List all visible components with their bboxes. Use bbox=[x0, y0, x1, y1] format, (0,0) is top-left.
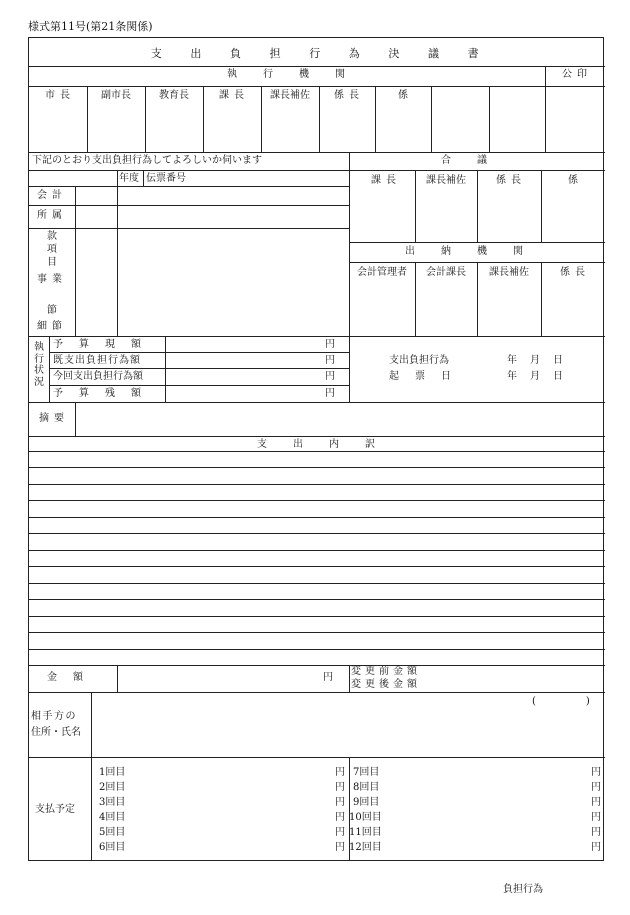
summary-label: 摘要 bbox=[39, 413, 69, 424]
partner-label-line2: 住所・氏名 bbox=[31, 727, 81, 738]
payment-11-yen: 円 bbox=[591, 827, 601, 838]
form-number: 様式第11号(第21条関係) bbox=[28, 20, 153, 33]
payment-4: 4回目 bbox=[99, 812, 126, 823]
payment-7: 7回目 bbox=[353, 767, 380, 778]
consult-subsection-chief: 係長 bbox=[496, 175, 526, 186]
payment-3: 3回目 bbox=[99, 797, 126, 808]
form-title: 支出負担行為決議書 bbox=[150, 47, 508, 60]
item-kou-label: 項 bbox=[47, 244, 57, 255]
amount-yen: 円 bbox=[323, 672, 333, 683]
payment-11: 11回目 bbox=[349, 827, 382, 838]
payment-6: 6回目 bbox=[99, 842, 126, 853]
payment-10-yen: 円 bbox=[591, 812, 601, 823]
payment-2: 2回目 bbox=[99, 782, 126, 793]
accounting-label: 会計 bbox=[37, 190, 67, 201]
payment-8: 8回目 bbox=[353, 782, 380, 793]
consult-section-chief: 課長 bbox=[371, 175, 401, 186]
approver-subsection-chief: 係長 bbox=[334, 90, 364, 101]
payment-6-yen: 円 bbox=[335, 842, 345, 853]
expenditure-resolution-form bbox=[28, 37, 604, 861]
consult-staff: 係 bbox=[568, 175, 578, 186]
payment-5: 5回目 bbox=[99, 827, 126, 838]
amount-before-change-label: 変更前金額 bbox=[351, 666, 421, 677]
item-setsu-label: 節 bbox=[47, 305, 57, 316]
approver-deputy-mayor: 副市長 bbox=[101, 90, 131, 101]
department-label: 所属 bbox=[37, 210, 67, 221]
payment-schedule-label: 支払予定 bbox=[35, 804, 75, 815]
amount-after-change-label: 変更後金額 bbox=[351, 679, 421, 690]
fiscal-year-label: 年度 bbox=[119, 173, 139, 184]
treasury-subsection-chief: 係長 bbox=[560, 267, 590, 278]
treasury-label: 出納機関 bbox=[405, 246, 549, 257]
payment-2-yen: 円 bbox=[335, 782, 345, 793]
payment-12-yen: 円 bbox=[591, 842, 601, 853]
payment-8-yen: 円 bbox=[591, 782, 601, 793]
commitment-date-format: 年 月 日 bbox=[507, 355, 565, 366]
commitment-date-label: 支出負担行為 bbox=[389, 355, 449, 366]
approver-staff: 係 bbox=[398, 90, 408, 101]
budget-current-label: 予算現額 bbox=[53, 339, 157, 350]
partner-label-line1: 相手方の bbox=[31, 711, 77, 722]
request-text: 下記のとおり支出負担行為してよろしいか伺います bbox=[32, 155, 262, 166]
payment-5-yen: 円 bbox=[335, 827, 345, 838]
drafting-date-label: 起票日 bbox=[389, 371, 467, 382]
payment-4-yen: 円 bbox=[335, 812, 345, 823]
treasury-manager: 会計管理者 bbox=[357, 267, 407, 278]
amount-label: 金額 bbox=[47, 672, 99, 683]
budget-remaining-yen: 円 bbox=[325, 388, 335, 399]
payment-3-yen: 円 bbox=[335, 797, 345, 808]
breakdown-title: 支出内訳 bbox=[257, 439, 401, 450]
approver-section-chief: 課長 bbox=[219, 90, 249, 101]
approver-superintendent: 教育長 bbox=[159, 90, 189, 101]
drafting-date-format: 年 月 日 bbox=[507, 371, 565, 382]
payment-9-yen: 円 bbox=[591, 797, 601, 808]
official-seal-label: 公印 bbox=[562, 69, 592, 80]
payment-7-yen: 円 bbox=[591, 767, 601, 778]
approver-assistant-chief: 課長補佐 bbox=[270, 90, 310, 101]
execution-status-label: 執 行 状 況 bbox=[34, 342, 44, 388]
exec-org-label: 執行機関 bbox=[227, 69, 371, 80]
treasury-accounting-chief: 会計課長 bbox=[426, 267, 466, 278]
approver-mayor: 市長 bbox=[45, 90, 75, 101]
budget-remaining-label: 予算残額 bbox=[53, 388, 157, 399]
treasury-assistant-chief: 課長補佐 bbox=[489, 267, 529, 278]
consult-assistant-chief: 課長補佐 bbox=[426, 175, 466, 186]
budget-this-time-yen: 円 bbox=[325, 371, 335, 382]
item-moku-label: 目 bbox=[47, 257, 57, 268]
payment-9: 9回目 bbox=[353, 797, 380, 808]
slip-number-label: 伝票番号 bbox=[146, 173, 186, 184]
item-project-label: 事業 bbox=[37, 274, 67, 285]
payment-10: 10回目 bbox=[349, 812, 382, 823]
item-saisetsu-label: 細節 bbox=[37, 321, 67, 332]
item-kan-label: 款 bbox=[47, 231, 57, 242]
footer-text: 負担行為 bbox=[503, 884, 543, 895]
partner-parenthesis: ( ) bbox=[532, 696, 590, 707]
payment-1: 1回目 bbox=[99, 767, 126, 778]
budget-committed-yen: 円 bbox=[325, 355, 335, 366]
budget-committed-label: 既支出負担行為額 bbox=[53, 355, 141, 366]
payment-12: 12回目 bbox=[349, 842, 382, 853]
payment-1-yen: 円 bbox=[335, 767, 345, 778]
budget-this-time-label: 今回支出負担行為額 bbox=[53, 371, 143, 382]
consultation-label: 合議 bbox=[441, 155, 513, 166]
budget-current-yen: 円 bbox=[325, 339, 335, 350]
